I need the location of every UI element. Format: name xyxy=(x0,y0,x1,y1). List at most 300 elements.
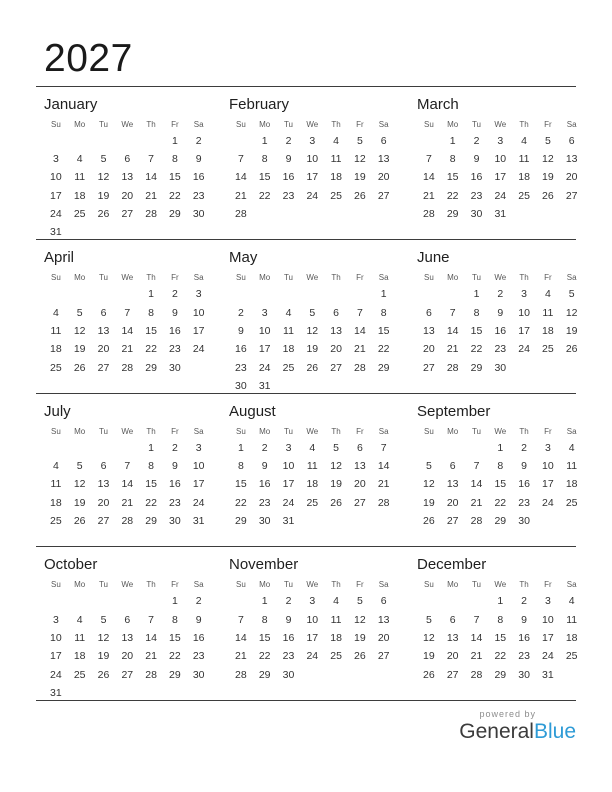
day-cell-empty xyxy=(536,359,560,377)
day-cell: 24 xyxy=(494,189,507,202)
day-cell: 9 xyxy=(497,306,504,319)
day-cell: 3 xyxy=(285,441,292,454)
day-cell: 6 xyxy=(568,134,575,147)
day-cell: 20 xyxy=(97,496,110,509)
day-cell: 19 xyxy=(565,324,578,337)
day-cell: 16 xyxy=(282,631,295,644)
day-cell-empty xyxy=(229,132,253,150)
day-cell: 28 xyxy=(235,668,247,681)
day-cell-empty xyxy=(488,223,512,241)
day-cell: 26 xyxy=(330,496,342,509)
month-days xyxy=(417,592,576,702)
day-cell-empty xyxy=(300,666,324,684)
weekday-label: We xyxy=(494,426,507,436)
day-cell: 21 xyxy=(145,189,157,202)
day-cell: 17 xyxy=(50,650,62,663)
day-cell: 23 xyxy=(258,496,271,509)
weekday-label: Tu xyxy=(98,119,109,129)
weekday-header xyxy=(44,270,221,285)
weekday-header xyxy=(229,117,409,132)
day-cell-empty xyxy=(512,377,536,395)
day-cell: 23 xyxy=(470,189,483,202)
day-cell: 28 xyxy=(470,515,483,528)
day-cell-empty xyxy=(300,377,324,395)
day-cell: 13 xyxy=(565,153,578,166)
day-cell-empty xyxy=(348,530,372,548)
day-cell: 13 xyxy=(121,631,134,644)
day-cell: 2 xyxy=(285,134,292,147)
day-cell: 21 xyxy=(235,650,247,663)
weekday-label: Mo xyxy=(447,119,459,129)
day-cell-empty xyxy=(163,223,187,241)
weekday-label: Sa xyxy=(193,119,204,129)
day-cell: 20 xyxy=(565,171,578,184)
day-cell: 19 xyxy=(97,189,110,202)
day-cell-empty xyxy=(92,285,116,303)
weekday-label: Th xyxy=(519,580,529,590)
day-cell: 21 xyxy=(235,189,247,202)
weekday-label: Th xyxy=(331,580,341,590)
day-cell: 11 xyxy=(283,324,294,337)
day-cell: 24 xyxy=(306,650,319,663)
day-cell: 27 xyxy=(121,208,134,221)
day-cell: 23 xyxy=(235,361,247,374)
month-row xyxy=(36,547,576,701)
day-cell-empty xyxy=(324,530,348,548)
day-cell-empty xyxy=(277,530,301,548)
day-cell: 17 xyxy=(192,478,205,491)
day-cell: 12 xyxy=(330,460,342,473)
day-cell: 22 xyxy=(145,343,157,356)
day-cell: 10 xyxy=(306,613,319,626)
weekday-label: We xyxy=(121,580,134,590)
weekday-label: Su xyxy=(51,580,61,590)
day-cell-empty xyxy=(92,530,116,548)
day-cell-empty xyxy=(560,359,584,377)
day-cell: 8 xyxy=(148,460,154,473)
day-cell: 10 xyxy=(306,153,319,166)
day-cell-empty xyxy=(115,223,139,241)
day-cell: 8 xyxy=(261,613,268,626)
day-cell-empty xyxy=(139,132,163,150)
day-cell: 4 xyxy=(521,134,527,147)
day-cell: 12 xyxy=(306,324,319,337)
day-cell: 25 xyxy=(73,208,86,221)
day-cell: 25 xyxy=(518,189,530,202)
day-cell: 28 xyxy=(145,208,157,221)
day-cell-empty xyxy=(68,377,92,395)
day-cell: 22 xyxy=(258,650,271,663)
day-cell: 1 xyxy=(148,441,154,454)
weekday-label: Fr xyxy=(544,273,552,283)
day-cell: 8 xyxy=(171,153,178,166)
day-cell: 13 xyxy=(446,478,459,491)
day-cell: 1 xyxy=(237,441,244,454)
day-cell-empty xyxy=(44,530,68,548)
day-cell-empty xyxy=(324,684,348,702)
day-cell: 1 xyxy=(171,134,178,147)
day-cell-empty xyxy=(465,530,489,548)
day-cell-empty xyxy=(560,512,584,530)
day-cell: 23 xyxy=(494,343,507,356)
day-cell: 10 xyxy=(258,324,271,337)
day-cell-empty xyxy=(324,666,348,684)
day-cell: 3 xyxy=(497,134,504,147)
day-cell: 26 xyxy=(423,668,435,681)
day-cell: 18 xyxy=(50,496,62,509)
day-cell-empty xyxy=(417,439,441,457)
day-cell: 24 xyxy=(282,496,295,509)
day-cell: 30 xyxy=(169,361,181,374)
day-cell-empty xyxy=(44,592,68,610)
day-cell: 20 xyxy=(377,631,390,644)
day-cell: 22 xyxy=(494,650,507,663)
day-cell: 7 xyxy=(237,613,244,626)
day-cell: 2 xyxy=(171,288,178,301)
day-cell: 12 xyxy=(354,153,366,166)
day-cell: 21 xyxy=(354,343,366,356)
day-cell: 8 xyxy=(148,306,154,319)
day-cell-empty xyxy=(229,285,253,303)
day-cell: 5 xyxy=(100,613,107,626)
day-cell: 17 xyxy=(518,324,530,337)
day-cell: 22 xyxy=(258,189,271,202)
day-cell: 19 xyxy=(306,343,319,356)
day-cell-empty xyxy=(536,684,560,702)
day-cell: 11 xyxy=(330,613,342,626)
day-cell: 3 xyxy=(195,288,202,301)
day-cell: 8 xyxy=(380,306,387,319)
weekday-label: We xyxy=(306,273,319,283)
weekday-label: Th xyxy=(519,273,529,283)
day-cell: 15 xyxy=(446,171,459,184)
day-cell-empty xyxy=(187,223,211,241)
month-block-august xyxy=(221,394,409,549)
day-cell: 22 xyxy=(145,496,157,509)
day-cell: 26 xyxy=(97,668,110,681)
day-cell-empty xyxy=(163,530,187,548)
day-cell: 13 xyxy=(330,324,342,337)
day-cell: 17 xyxy=(542,631,554,644)
day-cell-empty xyxy=(536,530,560,548)
day-cell: 11 xyxy=(542,306,554,319)
day-cell-empty xyxy=(536,512,560,530)
day-cell: 28 xyxy=(121,361,134,374)
month-row xyxy=(36,87,576,241)
day-cell: 31 xyxy=(258,379,271,392)
day-cell: 6 xyxy=(356,441,363,454)
day-cell-empty xyxy=(465,223,489,241)
day-cell: 10 xyxy=(494,153,507,166)
day-cell-empty xyxy=(187,530,211,548)
day-cell: 5 xyxy=(425,613,432,626)
day-cell: 7 xyxy=(473,460,480,473)
weekday-label: Sa xyxy=(378,273,389,283)
day-cell: 24 xyxy=(192,343,205,356)
day-cell-empty xyxy=(417,530,441,548)
day-cell: 16 xyxy=(470,171,483,184)
day-cell-empty xyxy=(277,684,301,702)
day-cell: 4 xyxy=(309,441,316,454)
day-cell: 4 xyxy=(333,134,339,147)
day-cell-empty xyxy=(512,205,536,223)
day-cell: 8 xyxy=(497,460,504,473)
day-cell-empty xyxy=(417,132,441,150)
day-cell: 14 xyxy=(446,324,459,337)
day-cell-empty xyxy=(115,439,139,457)
weekday-label: Fr xyxy=(356,426,364,436)
day-cell: 22 xyxy=(470,343,483,356)
day-cell: 2 xyxy=(521,595,527,608)
month-title: December xyxy=(417,556,487,574)
day-cell: 6 xyxy=(100,460,107,473)
weekday-header xyxy=(44,577,221,592)
weekday-label: Th xyxy=(146,580,156,590)
day-cell-empty xyxy=(253,223,277,241)
day-cell: 10 xyxy=(542,460,554,473)
day-cell: 27 xyxy=(565,189,578,202)
day-cell: 31 xyxy=(542,668,554,681)
day-cell: 16 xyxy=(282,171,295,184)
day-cell-empty xyxy=(324,512,348,530)
weekday-label: Sa xyxy=(193,273,204,283)
day-cell: 29 xyxy=(494,515,507,528)
day-cell: 8 xyxy=(237,460,244,473)
day-cell-empty xyxy=(187,684,211,702)
day-cell: 21 xyxy=(470,650,483,663)
day-cell: 21 xyxy=(121,343,134,356)
weekday-label: Tu xyxy=(98,426,109,436)
day-cell: 28 xyxy=(423,208,435,221)
day-cell: 16 xyxy=(169,324,181,337)
day-cell-empty xyxy=(277,205,301,223)
day-cell: 27 xyxy=(330,361,342,374)
day-cell: 2 xyxy=(521,441,527,454)
weekday-label: Th xyxy=(331,273,341,283)
day-cell: 1 xyxy=(261,134,268,147)
weekday-label: Su xyxy=(236,119,246,129)
day-cell: 18 xyxy=(542,324,554,337)
month-days xyxy=(229,285,409,395)
weekday-label: Mo xyxy=(74,273,86,283)
day-cell: 12 xyxy=(542,153,554,166)
weekday-label: Su xyxy=(424,426,434,436)
day-cell: 26 xyxy=(97,208,110,221)
day-cell: 9 xyxy=(521,460,527,473)
day-cell: 25 xyxy=(565,496,578,509)
day-cell: 3 xyxy=(544,595,551,608)
day-cell: 2 xyxy=(473,134,480,147)
day-cell: 30 xyxy=(494,361,507,374)
month-days xyxy=(44,439,221,549)
day-cell: 17 xyxy=(50,189,62,202)
day-cell: 29 xyxy=(235,515,247,528)
day-cell-empty xyxy=(560,205,584,223)
day-cell-empty xyxy=(115,377,139,395)
day-cell: 23 xyxy=(282,189,295,202)
day-cell-empty xyxy=(139,377,163,395)
weekday-label: Sa xyxy=(193,580,204,590)
day-cell: 2 xyxy=(195,595,202,608)
day-cell: 27 xyxy=(354,496,366,509)
day-cell: 25 xyxy=(306,496,319,509)
month-row xyxy=(36,240,576,394)
day-cell: 18 xyxy=(330,171,342,184)
day-cell: 1 xyxy=(473,288,480,301)
weekday-label: Sa xyxy=(193,426,204,436)
day-cell: 17 xyxy=(494,171,507,184)
weekday-label: Mo xyxy=(74,426,86,436)
day-cell: 15 xyxy=(145,324,157,337)
weekday-label: Th xyxy=(146,273,156,283)
day-cell: 8 xyxy=(171,613,178,626)
day-cell: 11 xyxy=(518,153,530,166)
day-cell-empty xyxy=(560,223,584,241)
day-cell-empty xyxy=(441,530,465,548)
day-cell: 23 xyxy=(169,496,181,509)
month-block-september xyxy=(409,394,576,549)
day-cell: 3 xyxy=(52,153,59,166)
day-cell: 26 xyxy=(73,361,86,374)
day-cell: 5 xyxy=(356,134,363,147)
day-cell-empty xyxy=(115,592,139,610)
day-cell-empty xyxy=(324,377,348,395)
day-cell: 18 xyxy=(330,631,342,644)
day-cell: 23 xyxy=(518,496,530,509)
day-cell: 25 xyxy=(50,361,62,374)
day-cell: 12 xyxy=(565,306,578,319)
month-title: January xyxy=(44,95,98,113)
day-cell: 9 xyxy=(195,153,202,166)
day-cell: 12 xyxy=(73,478,86,491)
weekday-header xyxy=(229,270,409,285)
day-cell: 18 xyxy=(306,478,319,491)
day-cell: 10 xyxy=(50,171,62,184)
footer xyxy=(36,708,576,744)
day-cell: 7 xyxy=(449,306,456,319)
day-cell: 26 xyxy=(423,515,435,528)
month-days xyxy=(44,285,221,395)
day-cell: 15 xyxy=(145,478,157,491)
day-cell: 13 xyxy=(423,324,435,337)
month-title: February xyxy=(229,95,290,113)
day-cell: 30 xyxy=(518,668,530,681)
day-cell: 1 xyxy=(261,595,268,608)
day-cell: 1 xyxy=(380,288,387,301)
weekday-label: We xyxy=(306,119,319,129)
month-block-december xyxy=(409,547,576,702)
day-cell-empty xyxy=(229,684,253,702)
weekday-label: Th xyxy=(519,119,529,129)
day-cell: 27 xyxy=(97,515,110,528)
day-cell-empty xyxy=(536,205,560,223)
day-cell: 20 xyxy=(377,171,390,184)
weekday-label: We xyxy=(494,580,507,590)
day-cell: 28 xyxy=(121,515,134,528)
day-cell: 19 xyxy=(542,171,554,184)
day-cell: 20 xyxy=(423,343,435,356)
weekday-label: We xyxy=(121,119,134,129)
day-cell: 17 xyxy=(306,171,319,184)
day-cell: 10 xyxy=(282,460,295,473)
day-cell: 11 xyxy=(306,460,318,473)
day-cell: 24 xyxy=(542,650,554,663)
day-cell: 10 xyxy=(518,306,530,319)
day-cell-empty xyxy=(441,684,465,702)
day-cell: 15 xyxy=(494,478,507,491)
day-cell: 11 xyxy=(50,324,62,337)
day-cell: 31 xyxy=(50,226,62,239)
day-cell-empty xyxy=(115,132,139,150)
month-title: October xyxy=(44,556,98,574)
weekday-label: Su xyxy=(51,119,61,129)
day-cell-empty xyxy=(560,377,584,395)
day-cell: 8 xyxy=(449,153,456,166)
weekday-label: Sa xyxy=(378,119,389,129)
month-block-july xyxy=(36,394,221,549)
day-cell: 7 xyxy=(473,613,480,626)
month-block-march xyxy=(409,87,576,242)
day-cell: 8 xyxy=(497,613,504,626)
day-cell-empty xyxy=(229,592,253,610)
day-cell: 13 xyxy=(97,478,110,491)
weekday-label: Sa xyxy=(566,273,577,283)
months-grid xyxy=(36,87,576,701)
day-cell-empty xyxy=(348,205,372,223)
day-cell: 2 xyxy=(195,134,202,147)
weekday-label: We xyxy=(494,119,507,129)
day-cell: 9 xyxy=(195,613,202,626)
weekday-label: Mo xyxy=(447,426,459,436)
day-cell: 5 xyxy=(544,134,551,147)
weekday-header xyxy=(44,117,221,132)
year-title: 2027 xyxy=(44,37,133,80)
month-block-june xyxy=(409,240,576,395)
day-cell: 21 xyxy=(145,650,157,663)
month-block-february xyxy=(221,87,409,242)
day-cell-empty xyxy=(372,377,396,395)
day-cell-empty xyxy=(92,132,116,150)
month-title: August xyxy=(229,402,276,420)
day-cell: 16 xyxy=(518,478,530,491)
day-cell: 5 xyxy=(309,306,316,319)
day-cell: 6 xyxy=(333,306,339,319)
weekday-label: Sa xyxy=(566,119,577,129)
day-cell: 24 xyxy=(258,361,271,374)
day-cell: 14 xyxy=(470,631,483,644)
day-cell: 6 xyxy=(380,134,387,147)
weekday-label: Fr xyxy=(171,273,179,283)
day-cell: 5 xyxy=(568,288,575,301)
day-cell: 18 xyxy=(282,343,295,356)
day-cell: 24 xyxy=(50,208,62,221)
day-cell-empty xyxy=(115,684,139,702)
day-cell: 19 xyxy=(423,496,435,509)
day-cell: 29 xyxy=(169,208,181,221)
day-cell: 18 xyxy=(73,189,86,202)
day-cell-empty xyxy=(488,530,512,548)
day-cell: 29 xyxy=(446,208,459,221)
day-cell-empty xyxy=(441,377,465,395)
day-cell: 4 xyxy=(333,595,339,608)
day-cell-empty xyxy=(488,377,512,395)
day-cell-empty xyxy=(139,530,163,548)
day-cell: 15 xyxy=(494,631,507,644)
day-cell: 15 xyxy=(169,171,181,184)
day-cell: 6 xyxy=(449,460,456,473)
weekday-label: Tu xyxy=(283,426,294,436)
weekday-label: Su xyxy=(51,273,61,283)
